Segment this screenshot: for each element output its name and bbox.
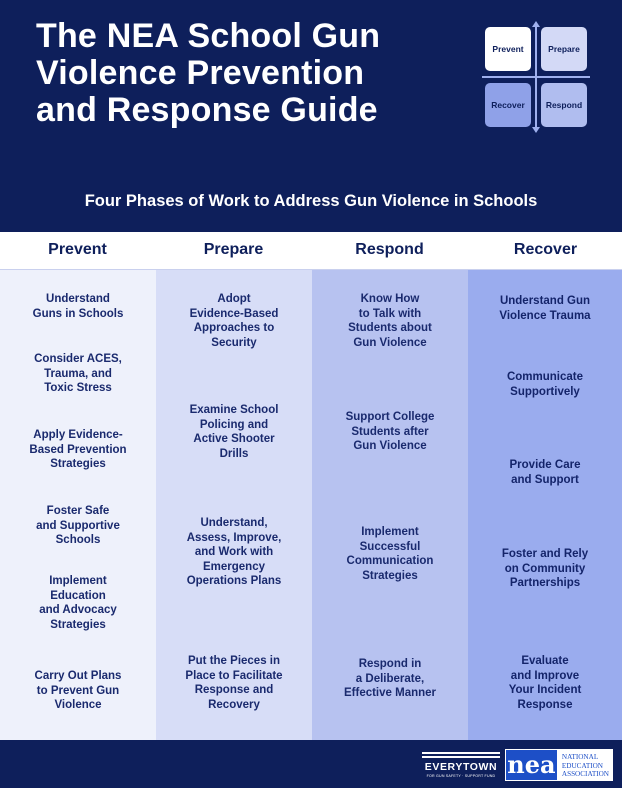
item-line: and Work with bbox=[194, 546, 274, 558]
item-line: Guns in Schools bbox=[32, 307, 124, 320]
item-line: Apply Evidence- bbox=[33, 429, 123, 441]
item-line: Active Shooter bbox=[193, 433, 275, 445]
item-line: Support College bbox=[345, 411, 435, 423]
item-line: Implement bbox=[49, 575, 107, 587]
item-line: on Community bbox=[504, 562, 586, 575]
item-line: Put the Pieces in bbox=[187, 655, 281, 667]
item-line: Adopt bbox=[217, 293, 251, 305]
title-line: The NEA School Gun bbox=[36, 17, 381, 55]
item-line: Strategies bbox=[362, 569, 418, 582]
item-line: Education bbox=[50, 589, 106, 602]
item-line: Assess, Improve, bbox=[186, 531, 282, 544]
item-line: Consider ACES, bbox=[34, 353, 122, 365]
item-line: Schools bbox=[55, 534, 101, 546]
item-line: Understand Gun bbox=[499, 295, 591, 307]
item-line: Students about bbox=[348, 322, 432, 334]
page-title bbox=[36, 18, 456, 129]
item-line: Recovery bbox=[208, 698, 260, 711]
item-line: Place to Facilitate bbox=[185, 669, 283, 682]
list-item bbox=[468, 547, 622, 591]
list-item bbox=[312, 657, 468, 701]
item-line: to Talk with bbox=[358, 307, 422, 320]
nea-name bbox=[558, 749, 613, 781]
item-line: Implement bbox=[361, 526, 419, 538]
item-line: Evaluate bbox=[521, 655, 569, 667]
list-item bbox=[0, 428, 156, 472]
item-line: Successful bbox=[359, 540, 421, 553]
item-line: a Deliberate, bbox=[355, 672, 425, 685]
item-line: Strategies bbox=[50, 458, 106, 470]
item-line: Foster Safe bbox=[46, 505, 110, 517]
item-line: and Improve bbox=[510, 669, 580, 682]
phase-quadrant-graphic bbox=[482, 24, 590, 130]
list-item bbox=[0, 574, 156, 632]
heading-respond: Respond bbox=[355, 241, 424, 258]
item-line: Operations Plans bbox=[186, 575, 282, 587]
item-line: Policing and bbox=[199, 418, 269, 431]
item-line: Respond in bbox=[358, 658, 422, 670]
arrow-down-icon bbox=[532, 127, 540, 133]
item-line: Response bbox=[517, 698, 573, 711]
nea-logo bbox=[505, 749, 613, 781]
column-prevent bbox=[0, 270, 156, 740]
item-line: Violence bbox=[54, 699, 102, 711]
item-line: Supportively bbox=[510, 385, 580, 398]
quadrant-prevent: Prevent bbox=[485, 27, 531, 71]
arrow-up-icon bbox=[532, 21, 540, 27]
list-item bbox=[0, 669, 156, 713]
item-line: Your Incident bbox=[508, 684, 582, 696]
item-line: and Support bbox=[511, 473, 579, 486]
list-item bbox=[468, 458, 622, 487]
item-line: Foster and Rely bbox=[501, 548, 589, 560]
list-item bbox=[0, 292, 156, 321]
item-line: Approaches to bbox=[193, 322, 275, 334]
heading-recover: Recover bbox=[513, 241, 578, 258]
quadrant-horizontal-axis bbox=[482, 76, 590, 78]
list-item bbox=[0, 504, 156, 548]
nea-name-line: ASSOCIATION bbox=[561, 770, 609, 779]
item-line: Trauma, and bbox=[44, 367, 112, 380]
list-item bbox=[312, 292, 468, 350]
item-line: Drills bbox=[219, 447, 249, 460]
nea-name-line: EDUCATION bbox=[561, 761, 603, 770]
title-line: Violence Prevention bbox=[36, 54, 365, 92]
list-item bbox=[468, 370, 622, 399]
item-line: Response and bbox=[194, 684, 274, 696]
item-line: Students after bbox=[351, 425, 429, 438]
everytown-tagline: FOR GUN SAFETY · SUPPORT FUND bbox=[426, 774, 496, 778]
item-line: Examine School bbox=[189, 404, 279, 416]
item-line: Effective Manner bbox=[343, 687, 437, 699]
list-item bbox=[312, 410, 468, 454]
list-item bbox=[156, 654, 312, 712]
item-line: and Supportive bbox=[36, 519, 120, 532]
item-line: Communication bbox=[346, 555, 434, 567]
nea-name-line: NATIONAL bbox=[561, 753, 599, 761]
item-line: and Advocacy bbox=[39, 604, 117, 616]
item-line: Emergency bbox=[202, 560, 265, 573]
list-item bbox=[156, 516, 312, 589]
item-line: Toxic Stress bbox=[44, 382, 112, 394]
everytown-stripes-icon bbox=[422, 752, 500, 760]
list-item bbox=[0, 352, 156, 396]
quadrant-prepare: Prepare bbox=[541, 27, 587, 71]
column-respond bbox=[312, 270, 468, 740]
heading-prevent: Prevent bbox=[48, 241, 107, 258]
item-line: Understand, bbox=[200, 517, 268, 529]
list-item bbox=[468, 654, 622, 712]
item-line: Partnerships bbox=[509, 577, 581, 589]
column-headings bbox=[0, 232, 622, 270]
everytown-wordmark: EVERYTOWN bbox=[424, 761, 498, 773]
column-prepare bbox=[156, 270, 312, 740]
item-line: Provide Care bbox=[509, 459, 581, 471]
list-item bbox=[156, 292, 312, 350]
title-line: and Response Guide bbox=[36, 91, 378, 129]
heading-prepare: Prepare bbox=[203, 241, 264, 258]
item-line: Communicate bbox=[506, 371, 584, 383]
item-line: to Prevent Gun bbox=[36, 684, 120, 697]
item-line: Gun Violence bbox=[353, 440, 427, 452]
header-banner bbox=[0, 0, 622, 232]
list-item bbox=[156, 403, 312, 461]
list-item bbox=[468, 294, 622, 323]
quadrant-respond: Respond bbox=[541, 83, 587, 127]
item-line: Carry Out Plans bbox=[34, 670, 122, 682]
nea-mark: nea bbox=[505, 749, 558, 781]
page-subtitle: Four Phases of Work to Address Gun Violence in Schools bbox=[84, 192, 538, 210]
item-line: Know How bbox=[360, 293, 420, 305]
list-item bbox=[312, 525, 468, 583]
item-line: Gun Violence bbox=[353, 336, 427, 349]
item-line: Evidence-Based bbox=[189, 307, 279, 320]
item-line: Based Prevention bbox=[29, 443, 127, 456]
item-line: Strategies bbox=[50, 618, 106, 631]
everytown-logo bbox=[422, 752, 500, 780]
column-recover bbox=[468, 270, 622, 740]
quadrant-recover: Recover bbox=[485, 83, 531, 127]
item-line: Understand bbox=[46, 293, 110, 305]
item-line: Violence Trauma bbox=[499, 309, 591, 322]
item-line: Security bbox=[211, 336, 257, 349]
